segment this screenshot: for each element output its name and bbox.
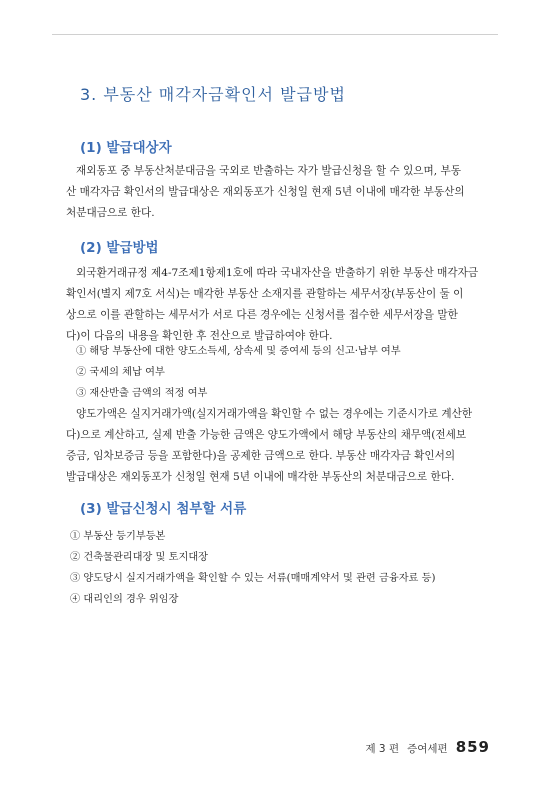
- footer-part: 제 3 편: [365, 743, 400, 755]
- attachments-list: [70, 526, 435, 610]
- footer-section: 증여세편: [407, 743, 448, 755]
- list-item: ③ 재산반출 금액의 적정 여부: [76, 388, 208, 399]
- text-line: 확인서(별지 제7호 서식)는 매각한 부동산 소재지를 관할하는 세무서장(부동산이 둘 이: [66, 288, 464, 300]
- text-line: 다)이 다음의 내용을 확인한 후 전산으로 발급하여야 한다.: [66, 330, 333, 342]
- list-item: ② 국세의 체납 여부: [76, 367, 165, 378]
- method-paragraph: [66, 263, 484, 347]
- text-line: 양도가액은 실지거래가액(실지거래가액을 확인할 수 없는 경우에는 기준시가로 계산한: [76, 408, 473, 420]
- transfer-value-paragraph: [66, 404, 484, 488]
- text-line: 외국환거래규정 제4-7조제1항제1호에 따라 국내자산을 반출하기 위한 부동산 매각자금: [76, 267, 479, 279]
- list-item: ② 건축물관리대장 및 토지대장: [70, 552, 208, 563]
- list-item: ③ 양도당시 실지거래가액을 확인할 수 있는 서류(매매계약서 및 관련 금융자료 등): [70, 573, 436, 584]
- text-line: 상으로 이를 관할하는 세무서가 서로 다른 경우에는 신청서를 접수한 세무서장을 말한: [66, 309, 458, 321]
- list-item: ① 부동산 등기부등본: [70, 531, 166, 542]
- page-footer: [365, 738, 490, 756]
- subsection-title-recipients: (1) 발급대상자: [80, 140, 172, 156]
- section-title: 3. 부동산 매각자금확인서 발급방법: [80, 85, 346, 104]
- text-line: 재외동포 중 부동산처분대금을 국외로 반출하는 자가 발급신청을 할 수 있으며, 부동: [76, 165, 461, 177]
- text-line: 산 매각자금 확인서의 발급대상은 재외동포가 신청일 현재 5년 이내에 매각한 부동산의: [66, 186, 465, 198]
- list-item: ① 해당 부동산에 대한 양도소득세, 상속세 및 증여세 등의 신고·납부 여부: [76, 346, 401, 357]
- text-line: 처분대금으로 한다.: [66, 207, 155, 219]
- text-line: 다)으로 계산하고, 실제 반출 가능한 금액은 양도가액에서 해당 부동산의 채무액(전세보: [66, 429, 467, 441]
- page-number: 859: [455, 738, 490, 756]
- header-rule: [52, 34, 498, 35]
- text-line: 발급대상은 재외동포가 신청일 현재 5년 이내에 매각한 부동산의 처분대금으로 한다.: [66, 471, 455, 483]
- check-items-list: [76, 341, 401, 404]
- subsection-title-attachments: (3) 발급신청시 첨부할 서류: [80, 501, 247, 517]
- subsection-title-method: (2) 발급방법: [80, 240, 159, 256]
- list-item: ④ 대리인의 경우 위임장: [70, 594, 179, 605]
- recipients-paragraph: [66, 161, 484, 224]
- text-line: 증금, 임차보증금 등을 포함한다)을 공제한 금액으로 한다. 부동산 매각자금 확인서의: [66, 450, 456, 462]
